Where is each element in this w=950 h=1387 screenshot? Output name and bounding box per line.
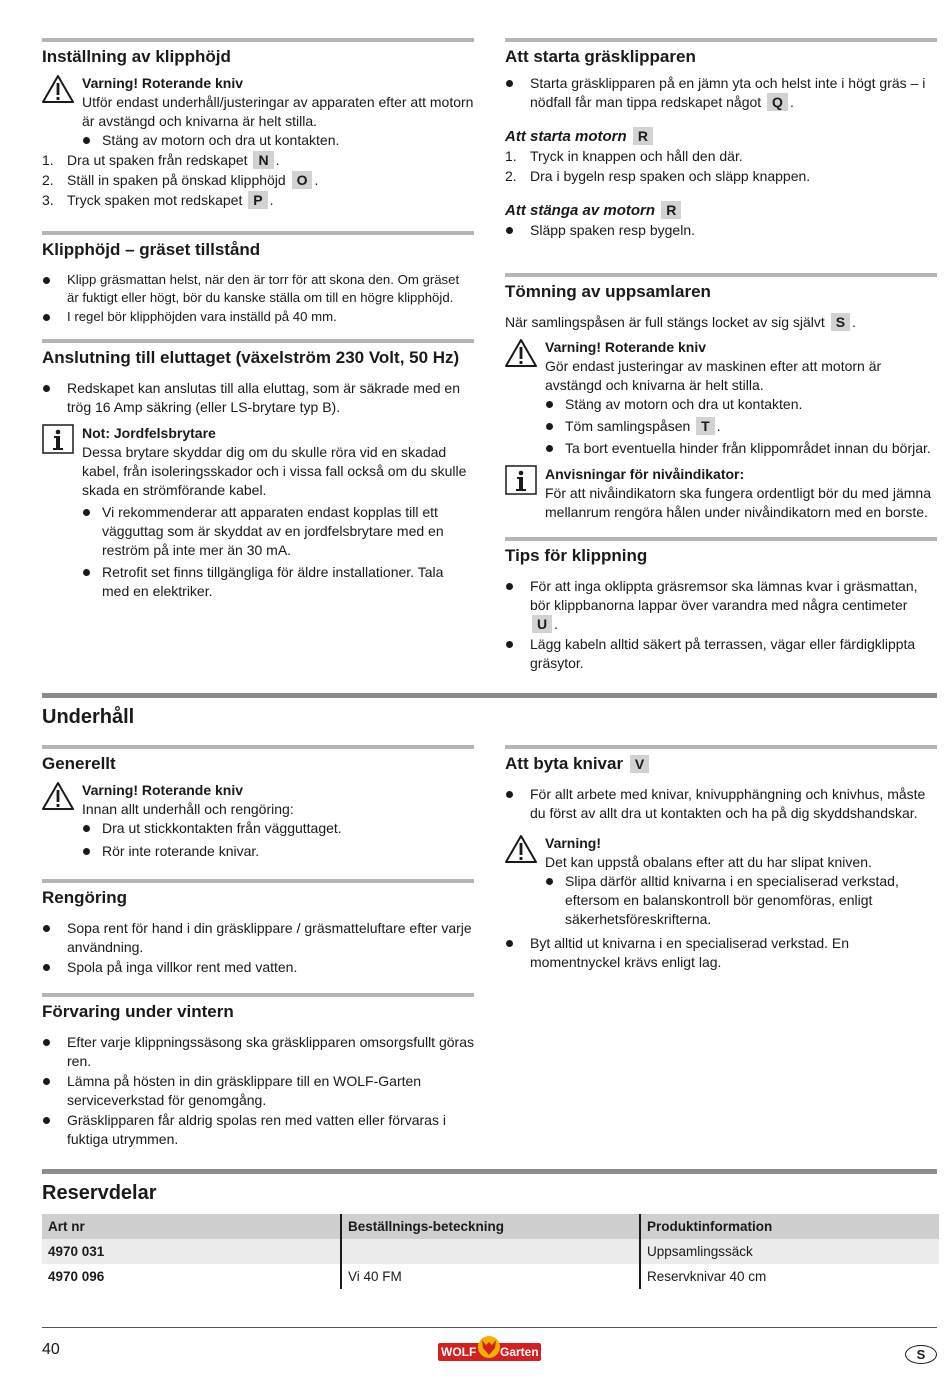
- list-item: Lägg kabeln alltid säkert på terrassen, vägar eller färdigklippta gräsytor.: [505, 635, 937, 673]
- warning-box: [505, 338, 937, 458]
- section-emptying: [505, 273, 937, 522]
- intro-text: När samlingspåsen är full stängs locket av sig självt S .: [505, 314, 856, 330]
- info-box: [42, 424, 474, 601]
- warning-text: Gör endast justeringar av maskinen efter att motorn är avstängd och knivarna är helt stilla.: [545, 358, 882, 393]
- list-item: Lämna på hösten in din gräsklippare till en WOLF-Garten serviceverkstad för genomgång.: [42, 1072, 474, 1110]
- section-title: Tips för klippning: [505, 546, 648, 565]
- info-text: För att nivåindikatorn ska fungera ordentligt bör du med jämna mellanrum rengöra hålen under nivåindikatorn med en borste.: [545, 485, 931, 520]
- subsection-title: Att starta motorn R: [505, 127, 937, 147]
- heading-reservdelar: [42, 1169, 937, 1206]
- table-cell: Uppsamlingssäck: [640, 1239, 939, 1264]
- info-icon: [505, 465, 537, 495]
- warning-box: [42, 781, 474, 861]
- column-header: Art nr: [42, 1214, 341, 1239]
- section-eluttag: [42, 339, 474, 602]
- note-title: Not: Jordfelsbrytare: [82, 425, 216, 441]
- warning-icon: [42, 74, 74, 104]
- section-start-mower: [505, 38, 937, 241]
- info-box: [505, 465, 937, 522]
- list-item: I regel bör klipphöjden vara inställd på 40 mm.: [42, 308, 474, 326]
- section-vinter: [42, 993, 474, 1150]
- list-item: 3. Tryck spaken mot redskapet P .: [42, 192, 274, 208]
- section-grass-condition: [42, 231, 474, 327]
- list-item: Sopa rent för hand i din gräsklippare / gräsmatteluftare efter varje användning.: [42, 919, 474, 957]
- section-title: Rengöring: [42, 888, 127, 907]
- figure-key: T: [696, 417, 715, 435]
- warning-text: Utför endast underhåll/justeringar av apparaten efter att motorn är avstängd och knivarna är helt stilla.: [82, 94, 474, 129]
- table-header-row: [42, 1214, 939, 1239]
- list-item: 1. Dra ut spaken från redskapet N .: [42, 152, 280, 168]
- page-section-title: Underhåll: [42, 706, 135, 728]
- info-title: Anvisningar för nivåindikator:: [545, 466, 745, 482]
- figure-key: S: [831, 313, 850, 331]
- info-icon: [42, 424, 74, 454]
- list-item: Starta gräsklipparen på en jämn yta och helst inte i högt gräs – i nödfall får man tippa redskapet något Q .: [505, 74, 937, 112]
- warning-title: Varning! Roterande kniv: [545, 339, 707, 355]
- note-text: Dessa brytare skyddar dig om du skulle röra vid en skadad kabel, från isoleringsskador och i vissa fall också om du skulle skada en strömförande kabel.: [82, 444, 467, 498]
- table-row: [42, 1239, 939, 1264]
- warning-title: Varning! Roterande kniv: [82, 782, 244, 798]
- warning-box: [505, 834, 937, 929]
- page-footer: [42, 1327, 937, 1328]
- list-item: Vi rekommenderar att apparaten endast kopplas till ett vägguttag som är skyddat av en jordfelsbrytare med en reström på inte mer än 30 mA.: [82, 503, 474, 560]
- warning-box: [42, 74, 474, 150]
- figure-key: V: [630, 755, 649, 773]
- language-badge: S: [905, 1345, 937, 1364]
- wolf-garten-logo: [438, 1333, 541, 1363]
- list-item: Töm samlingspåsen T .: [545, 417, 937, 436]
- list-item: Släpp spaken resp bygeln.: [505, 221, 937, 240]
- section-title: Inställning av klipphöjd: [42, 47, 231, 66]
- section-rengoring: [42, 879, 474, 978]
- warning-icon: [42, 781, 74, 811]
- section-title: Tömning av uppsamlaren: [505, 282, 711, 301]
- logo-text-right: Garten: [500, 1345, 539, 1359]
- section-title: Anslutning till eluttaget (växelström 230 Volt, 50 Hz): [42, 348, 460, 367]
- list-item: Slipa därför alltid knivarna i en specialiserad verkstad, eftersom en balanskontroll bör genomföras, enligt säkerhetsföreskrifterna.: [545, 872, 937, 929]
- table-cell: 4970 031: [42, 1239, 341, 1264]
- page-section-title: Reservdelar: [42, 1182, 157, 1204]
- table-row: [42, 1264, 939, 1289]
- figure-key: U: [532, 615, 552, 633]
- list-item: Efter varje klippningssäsong ska gräsklipparen omsorgsfullt göras ren.: [42, 1033, 474, 1071]
- list-item: 2. Dra i bygeln resp spaken och släpp knappen.: [505, 168, 811, 184]
- list-item: Byt alltid ut knivarna i en specialiserad verkstad. En momentnyckel krävs enligt lag.: [505, 934, 937, 972]
- list-item: Spola på inga villkor rent med vatten.: [42, 958, 474, 977]
- list-item: Gräsklipparen får aldrig spolas ren med vatten eller förvaras i fuktiga utrymmen.: [42, 1111, 474, 1149]
- list-item: Stäng av motorn och dra ut kontakten.: [82, 131, 474, 150]
- table-cell: Reservknivar 40 cm: [640, 1264, 939, 1289]
- parts-table: [42, 1214, 939, 1289]
- section-byta-knivar: [505, 745, 937, 973]
- figure-key: R: [633, 127, 653, 145]
- warning-text: Det kan uppstå obalans efter att du har slipat kniven.: [545, 854, 872, 870]
- warning-icon: [505, 338, 537, 368]
- section-title: Att starta gräsklipparen: [505, 47, 696, 66]
- list-item: 1. Tryck in knappen och håll den där.: [505, 148, 743, 164]
- list-item: Stäng av motorn och dra ut kontakten.: [545, 395, 937, 414]
- list-item: Ta bort eventuella hinder från klippområdet innan du börjar.: [545, 439, 937, 458]
- list-item: Dra ut stickkontakten från vägguttaget.: [82, 819, 474, 838]
- warning-title: Varning!: [545, 835, 602, 851]
- list-item: Redskapet kan anslutas till alla eluttag, som är säkrade med en trög 16 Amp säkring (eller LS-brytare typ B).: [42, 379, 474, 417]
- section-title: Klipphöjd – gräset tillstånd: [42, 240, 261, 259]
- list-item: För allt arbete med knivar, knivupphängning och knivhus, måste du först av allt dra ut kontakten och ha på dig skyddshandskar.: [505, 785, 937, 823]
- list-item: 2. Ställ in spaken på önskad klipphöjd O .: [42, 172, 319, 188]
- list-item: Retrofit set finns tillgängliga för äldre installationer. Tala med en elektriker.: [82, 563, 474, 601]
- column-header: Produktinformation: [640, 1214, 939, 1239]
- section-tips: [505, 537, 937, 674]
- warning-title: Varning! Roterande kniv: [82, 75, 244, 91]
- figure-key: P: [248, 191, 267, 209]
- figure-key: Q: [767, 93, 788, 111]
- section-generellt: [42, 745, 474, 862]
- heading-underhall: [42, 693, 937, 730]
- page-number: 40: [42, 1341, 60, 1358]
- column-header: Beställnings-beteckning: [341, 1214, 640, 1239]
- list-item: För att inga oklippta gräsremsor ska lämnas kvar i gräsmattan, bör klippbanorna lappar över varandra med några centimeter U .: [505, 577, 937, 634]
- subsection-title: Att stänga av motorn R: [505, 201, 937, 221]
- table-cell: [341, 1239, 640, 1264]
- warning-icon: [505, 834, 537, 864]
- figure-key: O: [292, 171, 313, 189]
- list-item: Klipp gräsmattan helst, när den är torr för att skona den. Om gräset är fuktigt eller högt, bör du kanske ställa om till en högre klipphöjd.: [42, 271, 474, 307]
- table-cell: 4970 096: [48, 1269, 105, 1284]
- figure-key: N: [253, 151, 273, 169]
- table-cell: Vi 40 FM: [341, 1264, 640, 1289]
- figure-key: R: [661, 201, 681, 219]
- logo-text-left: WOLF: [441, 1345, 477, 1359]
- section-title: Generellt: [42, 754, 116, 773]
- section-title: Förvaring under vintern: [42, 1002, 234, 1021]
- warning-text: Innan allt underhåll och rengöring:: [82, 801, 294, 817]
- list-item: Rör inte roterande knivar.: [82, 842, 474, 861]
- section-title: Att byta knivar V: [505, 753, 937, 775]
- fox-head-icon: [478, 1333, 500, 1359]
- section-klipphojd: [42, 38, 474, 211]
